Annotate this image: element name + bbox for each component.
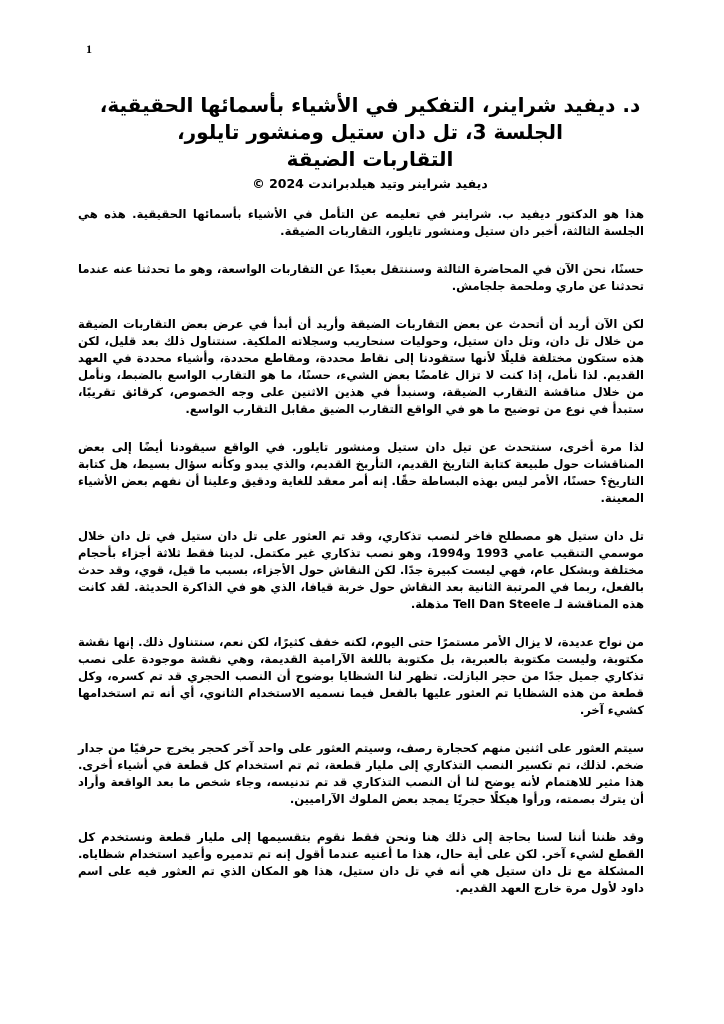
title-line-1: د. ديفيد شراينر، التفكير في الأشياء بأسمائها الحقيقية، [99,93,641,117]
paragraph: من نواح عديدة، لا يزال الأمر مستمرًا حتى اليوم، لكنه خفف كثيرًا، لكن نعم، سنتناول ذلك. إنها نقشة مكتوبة، وليست مكتوبة بالعبرية، بل مكتوبة باللغة الآرامية القديمة، وهي نقشة موجودة على نصب تذكاري جميل جدًا من حجر البازلت. تظهر لنا الشظايا بوضوح أن النصب الحجري قد تم كسره، وكل قطعة من هذه الشظايا تم العثور عليها بالفعل فيما نسميه الاستخدام الثانوي، أي أنه تم استخدامها كشيء آخر. [78,635,644,717]
paragraph: تل دان ستيل هو مصطلح فاخر لنصب تذكاري، وقد تم العثور على تل دان ستيل في تل دان خلال موسمي التنقيب عامي 1993 و1994، وهو نصب تذكاري غير مكتمل. لدينا فقط ثلاثة أجزاء بأحجام مختلفة وبشكل عام، فهي ليست كبيرة جدًا. لكن النقاش حول الأجزاء، بسبب ما قيل، قوي، وقد حدث بالفعل، ربما في المرتبة الثانية بعد النقاش حول خربة قيافا، الذي هو في الذاكرة الحديثة. لقد كانت هذه المناقشة لـ Tell Dan Steele مذهلة. [78,529,644,611]
byline: ديفيد شراينر وتيد هيلدبراندت 2024 © [252,176,488,191]
title-line-2: الجلسة 3، تل دان ستيل ومنشور تايلور، [177,120,563,144]
paragraph: هذا هو الدكتور ديفيد ب. شراينر في تعليمه عن التأمل في الأشياء بأسمائها الحقيقية. هذه هي الجلسة الثالثة، أخبر دان ستيل ومنشور تايلور، التقاربات الضيقة. [78,207,644,238]
page-number: 1 [86,42,92,56]
title-line-3: التقاربات الضيقة [286,147,454,171]
paragraph: وقد ظننا أننا لسنا بحاجة إلى ذلك هنا ونحن فقط نقوم بتقسيمها إلى مليار قطعة ونستخدم كل القطع لشيء آخر. لكن على أية حال، هذا ما أعنيه عندما أقول إنه تم تدميره وأعيد استخدام شظاياه. المشكلة مع تل دان ستيل هي أنه في تل دان ستيل، هذا هو المكان الذي تم العثور فيه على اسم داود لأول مرة خارج العهد القديم. [78,830,644,895]
paragraph: حسنًا، نحن الآن في المحاضرة الثالثة وسننتقل بعيدًا عن التقاربات الواسعة، وهو ما تحدثنا عنه عندما تحدثنا عن ماري وملحمة جلجامش. [78,262,644,293]
document-body [78,206,644,918]
document-header [90,92,650,193]
paragraph: لذا مرة أخرى، سنتحدث عن تيل دان ستيل ومنشور تايلور. في الواقع سيقودنا أيضًا إلى بعض المناقشات حول طبيعة كتابة التاريخ القديم، التأريخ القديم، والذي يبدو وكأنه سؤال بسيط، هل كتابة التاريخ؟ حسنًا، الأمر ليس بهذه البساطة حقًا. إنه أمر معقد للغاية ودقيق وعلينا أن نفهم بعض الأشياء المعينة. [78,440,644,505]
paragraph: لكن الآن أريد أن أتحدث عن بعض التقاربات الضيقة وأريد أن أبدأ في عرض بعض التقاربات الضيقة من خلال تل دان، وتل دان ستيل، وحوليات سنحاريب وسجلاته الملكية. سنتناول ذلك بعد قليل، لكن هذه ستكون مختلفة قليلًا لأنها ستقودنا إلى نقاط محددة، ومقاطع محددة، وأشياء محددة في العهد القديم. لذا نأمل، إذا كنت لا تزال غامضًا بعض الشيء، حسنًا، ما هو التقارب الواسع بالضبط، ونأمل من خلال مناقشة التقارب الضيقة، وسنبدأ في هذين الاثنين على وجه الخصوص، كرقائق تقريبًا، ستبدأ في نوع من توضيح ما هو في الواقع التقارب الضيق مقابل التقارب الواسع. [78,317,644,416]
paragraph: سيتم العثور على اثنين منهم كحجارة رصف، وسيتم العثور على واحد آخر كحجر يخرج حرفيًا من جدار ضخم. لذلك، تم تكسير النصب التذكاري إلى مليار قطعة، ثم تم استخدام كل قطعة في أشياء أخرى. هذا مثير للاهتمام لأنه يوضح لنا أن النصب التذكاري قد تم تدنيسه، وجاء شخص ما بعد الواقعة وأراد أن يترك بصمته، ورأوا هيكلًا حجريًا يمجد بعض الملوك الآراميين. [78,741,644,806]
